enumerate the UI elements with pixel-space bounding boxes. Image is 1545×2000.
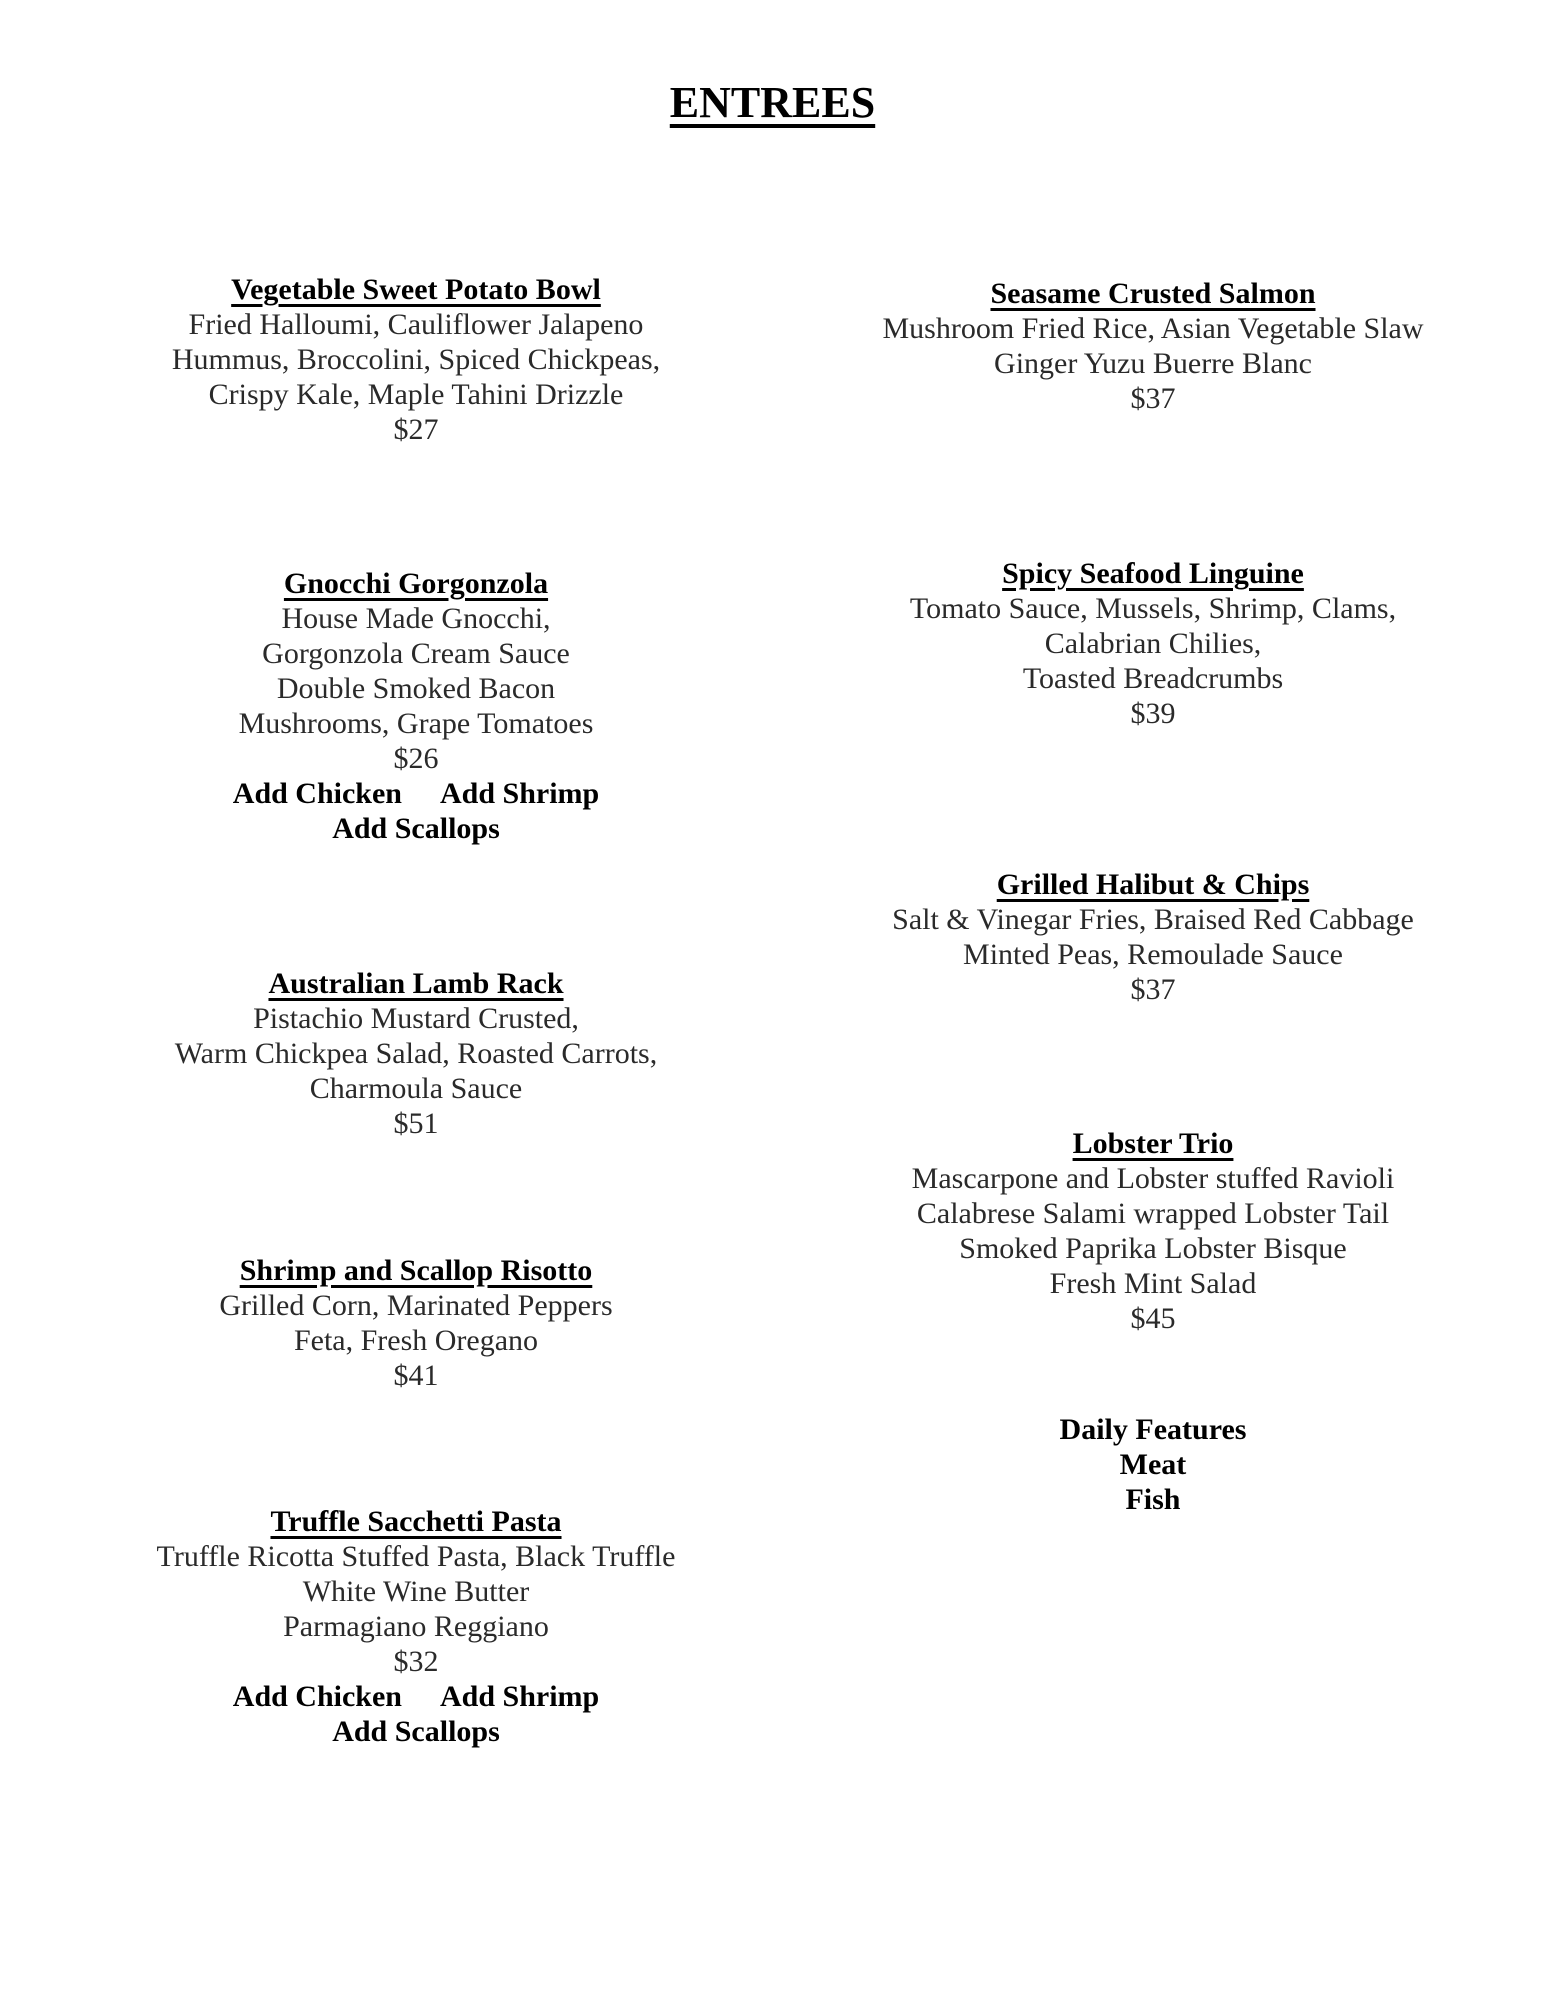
addon-label: Add Scallops <box>332 812 500 845</box>
menu-item-description-line: House Made Gnocchi, <box>281 602 551 635</box>
menu-item-name: Gnocchi Gorgonzola <box>283 567 549 600</box>
menu-item-addons-row <box>157 1679 676 1714</box>
menu-item-price: $32 <box>393 1645 439 1678</box>
menu-item-name: Australian Lamb Rack <box>268 967 564 1000</box>
menu-item-description-line: Toasted Breadcrumbs <box>1022 662 1284 695</box>
menu-item-description-line: Gorgonzola Cream Sauce <box>262 637 570 670</box>
menu-item-lobster-trio <box>912 1126 1395 1336</box>
menu-item-description-line: Ginger Yuzu Buerre Blanc <box>994 347 1312 380</box>
menu-item-truffle-sacchetti-pasta <box>157 1504 676 1749</box>
menu-item-description-line: Crispy Kale, Maple Tahini Drizzle <box>208 378 624 411</box>
menu-item-price: $51 <box>393 1107 439 1140</box>
menu-item-grilled-halibut-and-chips <box>892 867 1414 1007</box>
menu-item-description-line: Hummus, Broccolini, Spiced Chickpeas, <box>171 343 661 376</box>
menu-item-description-line: Pistachio Mustard Crusted, <box>253 1002 579 1035</box>
menu-item-gnocchi-gorgonzola <box>233 566 599 846</box>
menu-item-description-line: Truffle Ricotta Stuffed Pasta, Black Truffle <box>156 1540 676 1573</box>
menu-item-description-line: Double Smoked Bacon <box>276 672 556 705</box>
menu-item-description-line: Mushrooms, Grape Tomatoes <box>238 707 594 740</box>
menu-item-price: $26 <box>393 742 439 775</box>
menu-item-name: Lobster Trio <box>1072 1127 1234 1160</box>
menu-item-price: $27 <box>393 413 439 446</box>
menu-item-description-line: Mascarpone and Lobster stuffed Ravioli <box>911 1162 1395 1195</box>
addon-label: Add Chicken <box>232 1680 402 1713</box>
menu-item-description-line: Salt & Vinegar Fries, Braised Red Cabbage <box>892 903 1414 936</box>
menu-item-description-line: Grilled Corn, Marinated Peppers <box>219 1289 613 1322</box>
daily-features-heading: Daily Features <box>1059 1413 1247 1446</box>
menu-item-australian-lamb-rack <box>175 966 657 1141</box>
page-title: ENTREES <box>669 78 876 127</box>
menu-item-description-line: Fried Halloumi, Cauliflower Jalapeno <box>188 308 644 341</box>
menu-item-description-line: Parmagiano Reggiano <box>283 1610 549 1643</box>
menu-item-name: Truffle Sacchetti Pasta <box>270 1505 562 1538</box>
menu-item-name: Vegetable Sweet Potato Bowl <box>231 273 601 306</box>
menu-item-description-line: Warm Chickpea Salad, Roasted Carrots, <box>174 1037 658 1070</box>
menu-item-name: Shrimp and Scallop Risotto <box>239 1254 593 1287</box>
daily-feature-label: Fish <box>1125 1483 1181 1516</box>
menu-item-shrimp-and-scallop-risotto <box>219 1253 612 1393</box>
menu-item-description-line: Tomato Sauce, Mussels, Shrimp, Clams, <box>909 592 1397 625</box>
menu-item-addons-row <box>233 776 599 811</box>
menu-item-seasame-crusted-salmon <box>882 276 1423 416</box>
menu-item-daily-features <box>1060 1412 1247 1517</box>
menu-item-name: Grilled Halibut & Chips <box>996 868 1310 901</box>
menu-item-description-line: Minted Peas, Remoulade Sauce <box>963 938 1343 971</box>
menu-item-price: $37 <box>1130 973 1176 1006</box>
menu-item-vegetable-sweet-potato-bowl <box>172 272 660 447</box>
menu-item-name: Seasame Crusted Salmon <box>990 277 1316 310</box>
menu-item-description-line: Calabrese Salami wrapped Lobster Tail <box>916 1197 1390 1230</box>
addon-label: Add Shrimp <box>439 777 600 810</box>
addon-label: Add Shrimp <box>439 1680 600 1713</box>
menu-item-price: $41 <box>393 1359 439 1392</box>
menu-item-spicy-seafood-linguine <box>910 556 1396 731</box>
menu-item-description-line: Mushroom Fried Rice, Asian Vegetable Slaw <box>882 312 1424 345</box>
menu-item-name: Spicy Seafood Linguine <box>1002 557 1304 590</box>
menu-item-description-line: Feta, Fresh Oregano <box>293 1324 539 1357</box>
menu-item-price: $37 <box>1130 382 1176 415</box>
menu-item-description-line: Smoked Paprika Lobster Bisque <box>959 1232 1347 1265</box>
menu-item-description-line: Charmoula Sauce <box>309 1072 523 1105</box>
menu-item-description-line: Fresh Mint Salad <box>1049 1267 1257 1300</box>
addon-label: Add Chicken <box>232 777 402 810</box>
addon-label: Add Scallops <box>332 1715 500 1748</box>
daily-feature-label: Meat <box>1119 1448 1187 1481</box>
menu-item-price: $39 <box>1130 697 1176 730</box>
menu-item-price: $45 <box>1130 1302 1176 1335</box>
menu-item-description-line: Calabrian Chilies, <box>1044 627 1262 660</box>
menu-item-description-line: White Wine Butter <box>302 1575 530 1608</box>
